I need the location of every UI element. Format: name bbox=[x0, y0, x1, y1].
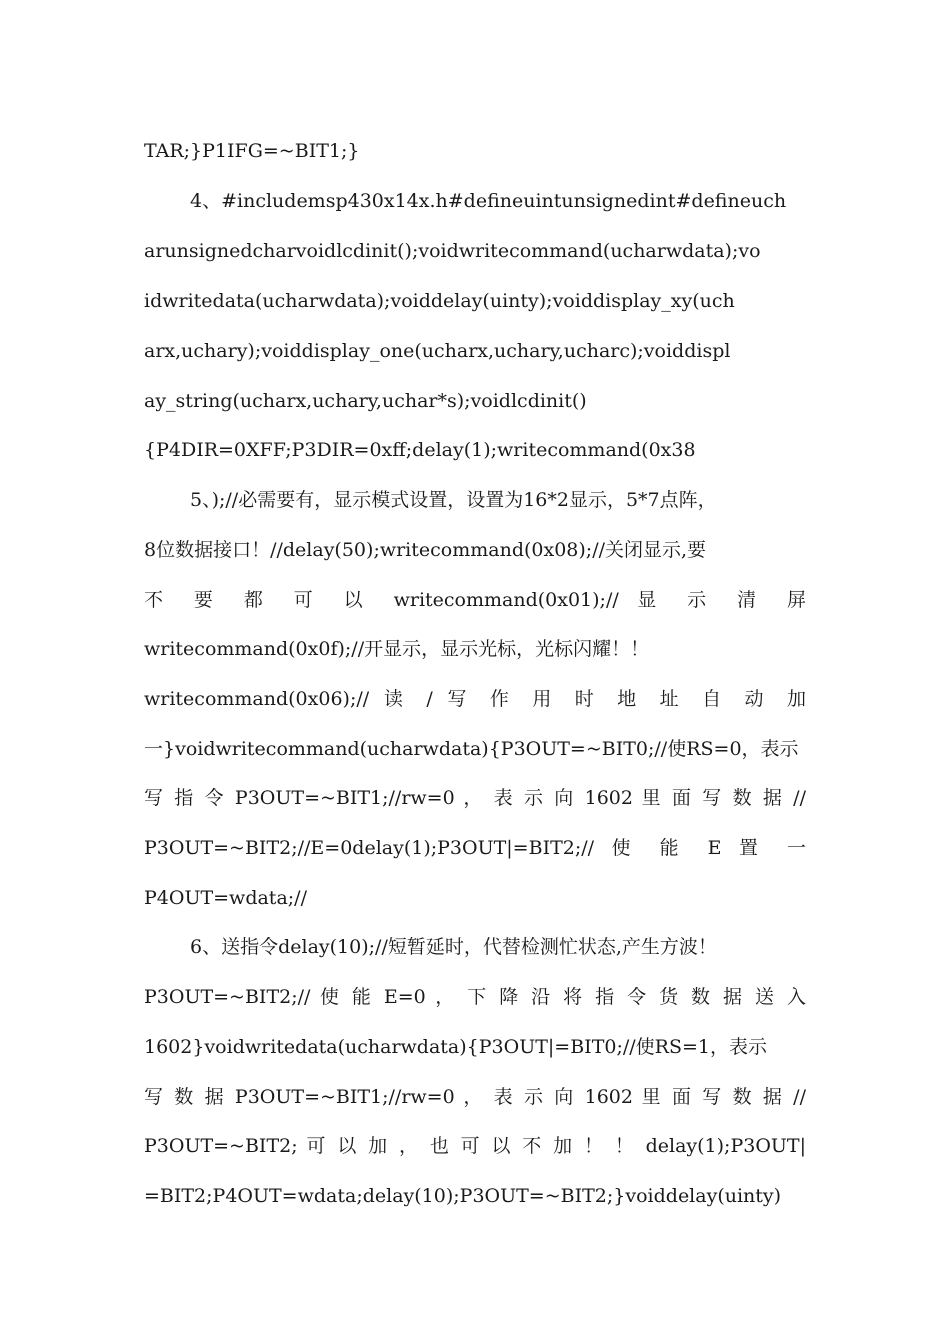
text-line: ay_string(ucharx,uchary,uchar*s);voidlcdinit() bbox=[144, 390, 587, 412]
text-line: 写 数 据 P3OUT=~BIT1;//rw=0 ， 表 示 向 1602 里 面 写 数 据 // bbox=[144, 1086, 806, 1108]
text-line: arx,uchary);voiddisplay_one(ucharx,uchary,ucharc);voiddispl bbox=[144, 340, 731, 362]
text-line: idwritedata(ucharwdata);voiddelay(uinty);voiddisplay_xy(uch bbox=[144, 290, 735, 312]
text-line: writecommand(0x0f);//开显示，显示光标，光标闪耀！！ bbox=[144, 638, 650, 660]
text-line: writecommand(0x06);// 读 / 写 作 用 时 地 址 自 动 加 bbox=[144, 688, 806, 710]
text-line: 6、送指令delay(10);//短暂延时，代替检测忙状态,产生方波！ bbox=[190, 936, 717, 958]
text-line: P4OUT=wdata;// bbox=[144, 887, 307, 909]
text-line: 4、#includemsp430x14x.h#defineuintunsignedint#defineuch bbox=[190, 190, 787, 212]
text-line: 5、);//必需要有，显示模式设置，设置为16*2显示，5*7点阵， bbox=[190, 489, 717, 511]
text-line: TAR;}P1IFG=~BIT1;} bbox=[144, 140, 360, 162]
text-line: 不 要 都 可 以 writecommand(0x01);// 显 示 清 屏 bbox=[144, 589, 806, 611]
text-line: 1602}voidwritedata(ucharwdata){P3OUT|=BIT0;//使RS=1，表示 bbox=[144, 1036, 767, 1058]
text-line: 一}voidwritecommand(ucharwdata){P3OUT=~BIT0;//使RS=0，表示 bbox=[144, 738, 799, 760]
text-line: 8位数据接口！//delay(50);writecommand(0x08);//关闭显示,要 bbox=[144, 539, 707, 561]
text-line: P3OUT=~BIT2;//E=0delay(1);P3OUT|=BIT2;// 使 能 E 置 一 bbox=[144, 837, 806, 859]
text-line: arunsignedcharvoidlcdinit();voidwritecommand(ucharwdata);vo bbox=[144, 240, 761, 262]
text-line: =BIT2;P4OUT=wdata;delay(10);P3OUT=~BIT2;}voiddelay(uinty) bbox=[144, 1185, 782, 1207]
text-line: P3OUT=~BIT2; 可 以 加 ， 也 可 以 不 加 ！ ！ delay(1);P3OUT| bbox=[144, 1135, 806, 1157]
text-line: {P4DIR=0XFF;P3DIR=0xff;delay(1);writecommand(0x38 bbox=[144, 439, 696, 461]
text-line: 写 指 令 P3OUT=~BIT1;//rw=0 ， 表 示 向 1602 里 面 写 数 据 // bbox=[144, 787, 806, 809]
text-line: P3OUT=~BIT2;// 使 能 E=0 ， 下 降 沿 将 指 令 货 数 据 送 入 bbox=[144, 986, 806, 1008]
